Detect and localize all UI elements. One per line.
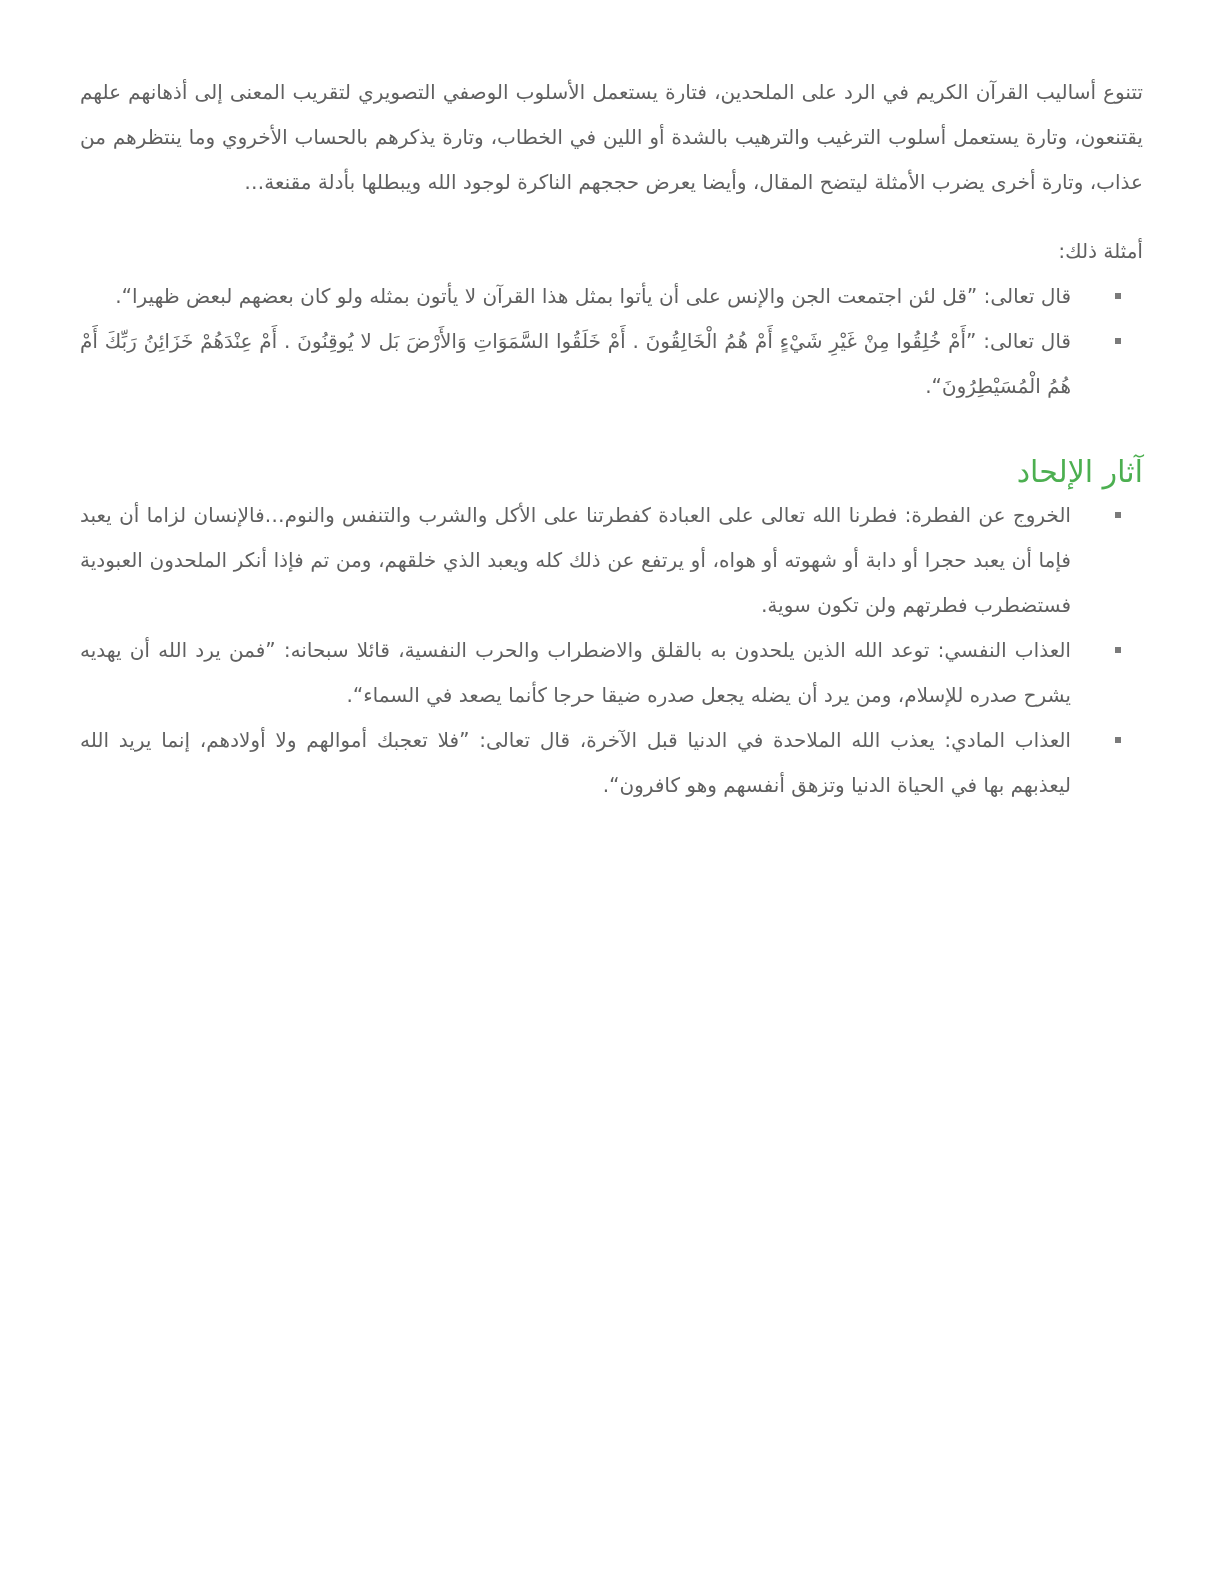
list-item xyxy=(80,274,1071,319)
square-bullet-icon xyxy=(1115,737,1121,743)
effects-list xyxy=(80,493,1143,808)
example-text: قال تعالى: ”أَمْ خُلِقُوا مِنْ غَيْرِ شَيْءٍ أَمْ هُمُ الْخَالِقُونَ . أَمْ خَلَقُوا السَّمَوَاتِ وَالأَرْضَ بَل لا يُوقِنُونَ . أَمْ عِنْدَهُمْ خَزَائِنُ رَبِّكَ أَمْ هُمُ الْمُسَيْطِرُونَ“. xyxy=(80,329,1071,398)
square-bullet-icon xyxy=(1115,293,1121,299)
list-item xyxy=(80,628,1071,718)
examples-list xyxy=(80,274,1143,409)
list-item xyxy=(80,319,1071,409)
effect-text: العذاب النفسي: توعد الله الذين يلحدون به بالقلق والاضطراب والحرب النفسية، قائلا سبحانه: ”فمن يرد الله أن يهديه يشرح صدره للإسلام، ومن يرد أن يضله يجعل صدره ضيقا حرجا كأنما يصعد في السماء“. xyxy=(80,638,1071,707)
list-item xyxy=(80,718,1071,808)
example-text: قال تعالى: ”قل لئن اجتمعت الجن والإنس على أن يأتوا بمثل هذا القرآن لا يأتون بمثله ولو كان بعضهم لبعض ظهيرا“. xyxy=(115,284,1071,308)
square-bullet-icon xyxy=(1115,512,1121,518)
effect-text: الخروج عن الفطرة: فطرنا الله تعالى على العبادة كفطرتنا على الأكل والشرب والتنفس والنوم…فالإنسان لزاما أن يعبد فإما أن يعبد حجرا أو دابة أو شهوته أو هواه، أو يرتفع عن ذلك كله ويعبد الذي خلقهم، ومن تم فإذا أنكر الملحدون العبودية فستضطرب فطرتهم ولن تكون سوية. xyxy=(80,503,1071,617)
effect-text: العذاب المادي: يعذب الله الملاحدة في الدنيا قبل الآخرة، قال تعالى: ”فلا تعجبك أموالهم ولا أولادهم، إنما يريد الله ليعذبهم بها في الحياة الدنيا وتزهق أنفسهم وهو كافرون“. xyxy=(80,728,1071,797)
section-heading: آثار الإلحاد xyxy=(1016,455,1143,490)
examples-label: أمثلة ذلك: xyxy=(1058,239,1143,263)
square-bullet-icon xyxy=(1115,338,1121,344)
intro-paragraph: تتنوع أساليب القرآن الكريم في الرد على الملحدين، فتارة يستعمل الأسلوب الوصفي التصويري لتقريب المعنى إلى أذهانهم علهم يقتنعون، وتارة يستعمل أسلوب الترغيب والترهيب بالشدة أو اللين في الخطاب، وتارة يذكرهم بالحساب الأخروي وما ينتظرهم من عذاب، وتارة أخرى يضرب الأمثلة ليتضح المقال، وأيضا يعرض حججهم الناكرة لوجود الله ويبطلها بأدلة مقنعة… xyxy=(80,80,1143,194)
document-page xyxy=(80,70,1143,808)
square-bullet-icon xyxy=(1115,647,1121,653)
list-item xyxy=(80,493,1071,628)
